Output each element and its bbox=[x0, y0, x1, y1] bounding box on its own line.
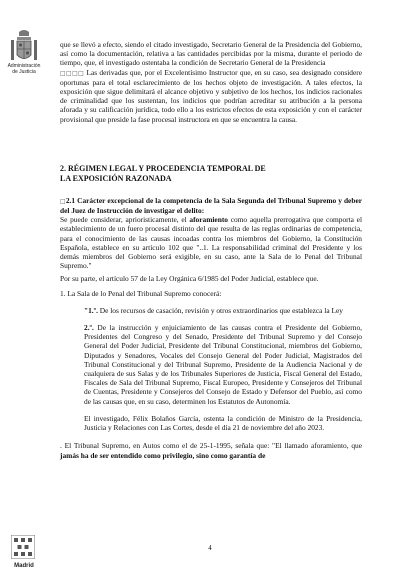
madrid-logo-icon bbox=[11, 535, 35, 559]
page-number: 4 bbox=[208, 544, 212, 552]
paragraph-4: Por su parte, el artículo 57 de la Ley Orgánica 6/1985 del Poder Judicial, establece que. bbox=[60, 274, 319, 284]
aforamiento-term: aforamiento bbox=[189, 215, 228, 225]
subsection-heading bbox=[60, 196, 362, 215]
quote-item-2 bbox=[84, 323, 362, 406]
paragraph-6 bbox=[60, 441, 362, 459]
section-heading bbox=[60, 164, 362, 184]
sidebar bbox=[0, 0, 48, 586]
paragraph-2 bbox=[60, 68, 362, 124]
paragraph-1: que se llevó a efecto, siendo el citado investigado, Secretario General de la Presidencia del Gobierno, así como la documentación, relativa a las cantidades percibidas por la misma, durante el periodo de tiempo, que, el investigado ostentaba la condición de Secretario General de la Presidencia bbox=[60, 40, 362, 68]
missing-glyph-mark: □ bbox=[60, 197, 66, 205]
quote-item-3: El investigado, Félix Bolaños García, ostenta la condición de Ministro de la Presidencia, Justicia y Relaciones con Las Cortes, desde el día 21 de noviembre del año 2023. bbox=[84, 413, 362, 433]
admin-line-1: Administración bbox=[7, 63, 41, 69]
paragraph-3-part-b: como aquella prerrogativa que comporta el establecimiento de un fuero procesal distinto del que resulta de las reglas ordinarias de competencia, para el conocimiento de las causas incoadas contra los miembros del Gobierno, la Constitución Española, establece en su artículo 102 que "..1. La responsabilidad criminal del Presidente y los demás miembros del Gobierno será exigible, en su caso, ante la Sala de lo Penal del Tribunal Supremo." bbox=[60, 215, 363, 271]
document-body bbox=[60, 40, 362, 460]
quote-item-1-text: De los recursos de casación, revisión y otros extraordinarios que establezca la Ley bbox=[97, 305, 343, 315]
quote-item-2-number: 2.º. bbox=[84, 323, 94, 333]
administracion-justicia-label bbox=[2, 63, 46, 75]
subsection-heading-text: 2.1 Carácter excepcional de la competencia de la Sala Segunda del Tribunal Supremo y deber del Juez de Instrucción de investigar el delito: bbox=[60, 195, 363, 216]
paragraph-6-part-a: . El Tribunal Supremo, en Autos como el de 25-1-1995, señala que: "El llamado aforamiento, que bbox=[60, 441, 362, 451]
spanish-crest-icon bbox=[9, 28, 39, 64]
paragraph-5: 1. La Sala de lo Penal del Tribunal Supremo conocerá: bbox=[60, 288, 222, 298]
section-heading-line-2: LA EXPOSICIÓN RAZONADA bbox=[60, 173, 172, 183]
quote-item-2-text: De la instrucción y enjuiciamiento de las causas contra el Presidente del Gobierno, Presidentes del Congreso y del Senado, Presidente del Tribunal Supremo y del Consejo General del Poder Judicial, Presidente del Tribunal Constitucional, miembros del Gobierno, Diputados y Senadores, Vocales del Consejo General del Poder Judicial, Magistrados del Tribunal Constitucional y del Tribunal Supremo, Presidente de la Audiencia Nacional y de cualquiera de sus Salas y de los Tribunales Superiores de Justicia, Fiscal General del Estado, Fiscales de Sala del Tribunal Supremo, Fiscal Europeo, Presidente y Consejeros del Tribunal de Cuentas, Presidente y Consejeros del Consejo de Estado y Defensor del Pueblo, así como de las causas que, en su caso, determinen los Estatutos de Autonomía. bbox=[84, 323, 362, 406]
missing-glyph-marks: □□□□ bbox=[60, 69, 85, 77]
paragraph-6-bold: jamás ha de ser entendido como privilegio, sino como garantía de bbox=[60, 450, 266, 460]
paragraph-3 bbox=[60, 215, 362, 270]
paragraph-3-part-a: Se puede considerar, aprioristicamente, el bbox=[60, 215, 190, 225]
admin-line-2: de Justicia bbox=[12, 69, 36, 75]
quote-item-1 bbox=[84, 306, 362, 315]
section-heading-line-1: 2. RÉGIMEN LEGAL Y PROCEDENCIA TEMPORAL DE bbox=[60, 163, 266, 173]
quote-item-1-number: "1.º. bbox=[84, 305, 98, 315]
madrid-label: Madrid bbox=[14, 563, 34, 569]
paragraph-2-text: Las derivadas que, por el Excelentísimo Instructor que, en su caso, sea designado considere oportunas para el total esclarecimiento de los hechos objeto de investigación. A tales efectos, la exposición que sigue delimitará el alcance objetivo y subjetivo de los hechos, los indicios racionales de criminalidad que los sustentan, los indicios que podrían acreditar su atribución a la persona aforada y su calificación jurídica, todo ello a los estrictos efectos de esta exposición y con el carácter provisional que preside la fase procesal instructora en que se encuentra la causa. bbox=[60, 67, 362, 124]
